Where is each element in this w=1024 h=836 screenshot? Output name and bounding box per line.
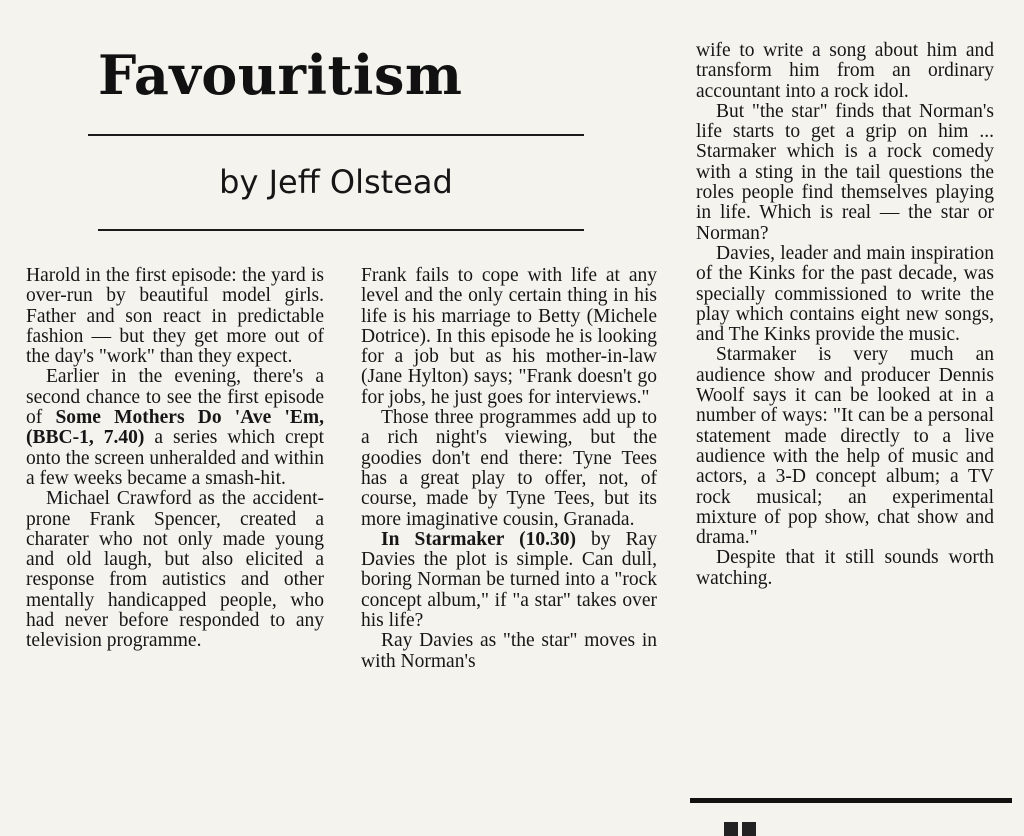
headline: Favouritism [98, 43, 463, 107]
paragraph: In Starmaker (10.30) by Ray Davies the plot is simple. Can dull, boring Norman be turned into a "rock concept album," if "a star" takes over his life? [361, 528, 657, 632]
article-column-1 [26, 266, 324, 652]
paragraph: Frank fails to cope with life at any level and the only certain thing in his life is his marriage to Betty (Michele Dotrice). In this episode he is looking for a job but as his mother-in-law (Jane Hylton) says; "Frank doesn't go for jobs, he just goes for interviews." [361, 265, 657, 408]
next-article-heading-fragment [724, 822, 764, 836]
paragraph: Ray Davies as "the star" moves in with Norman's [361, 630, 657, 672]
article-column-2 [361, 266, 657, 672]
paragraph: Davies, leader and main inspiration of the Kinks for the past decade, was specially commissioned to write the play which contains eight new songs, and The Kinks provide the music. [696, 242, 994, 346]
paragraph: Harold in the first episode: the yard is over-run by beautiful model girls. Father and son react in predictable fashion — but they get more out of the day's "work" than they expect. [26, 265, 324, 368]
programme-title: In Starmaker (10.30) [381, 528, 576, 550]
programme-title: Some Mothers Do 'Ave 'Em, (BBC-1, 7.40) [26, 407, 324, 449]
byline: by Jeff Olstead [219, 163, 453, 201]
paragraph: Starmaker is very much an audience show and producer Dennis Woolf says it can be looked at in a number of ways: "It can be a personal statement made directly to a live audience with the help of music and actors, a 3-D concept album; a TV rock musical; an experimental mixture of pop show, chat show and drama." [696, 344, 994, 549]
article-column-3 [696, 41, 994, 589]
paragraph: Despite that it still sounds worth watching. [696, 547, 994, 589]
paragraph: Those three programmes add up to a rich night's viewing, but the goodies don't end there: Tyne Tees has a great play to offer, not, of course, made by Tyne Tees, but its more imaginative cousin, Granada. [361, 407, 657, 530]
paragraph: wife to write a song about him and transform him from an ordinary accountant into a rock idol. [696, 40, 994, 102]
byline-rule-bottom [98, 229, 584, 231]
paragraph: Michael Crawford as the accident-prone Frank Spencer, created a charater who not only made young and old laugh, but also elicited a response from autistics and other mentally handicapped people, who had never before responded to any television programme. [26, 488, 324, 652]
paragraph: But "the star" finds that Norman's life starts to get a grip on him ... Starmaker which is a rock comedy with a sting in the tail questions the roles people find themselves playing in life. Which is real — the star or Norman? [696, 100, 994, 244]
section-divider [690, 798, 1012, 803]
headline-rule-top [88, 134, 584, 136]
paragraph: Earlier in the evening, there's a second chance to see the first episode of Some Mothers Do 'Ave 'Em, (BBC-1, 7.40) a series which crept onto the screen unheralded and within a few weeks became a smash-hit. [26, 366, 324, 489]
